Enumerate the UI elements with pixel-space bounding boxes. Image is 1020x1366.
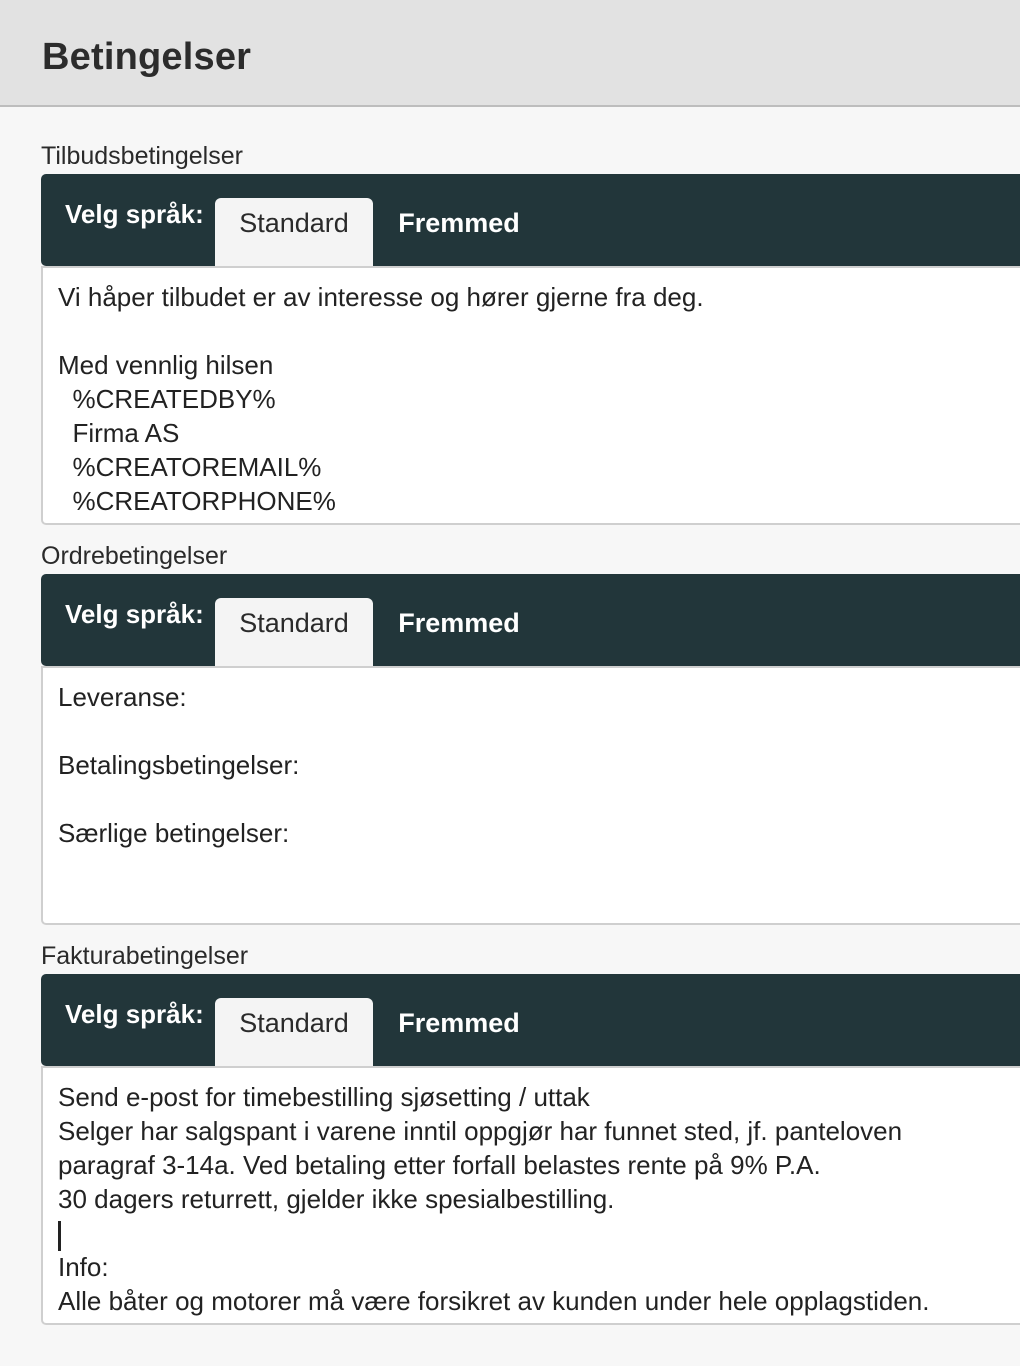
section-label: Tilbudsbetingelser (41, 142, 243, 170)
editor-line: %CREATEDBY% (58, 384, 276, 414)
language-label: Velg språk: (65, 999, 204, 1029)
page-title: Betingelser (42, 36, 252, 78)
language-bar (41, 574, 1020, 666)
editor-line (58, 782, 1020, 816)
language-bar (41, 174, 1020, 266)
tab-standard[interactable]: Standard (215, 198, 373, 266)
language-label: Velg språk: (65, 599, 204, 629)
editor-line: Send e-post for timebestilling sjøsetting / uttak (58, 1082, 590, 1112)
language-label: Velg språk: (65, 199, 204, 229)
terms-editor[interactable] (41, 266, 1020, 525)
editor-line: Alle båter og motorer må være forsikret av kunden under hele opplagstiden. (58, 1286, 930, 1316)
editor-line: %CREATORPHONE% (58, 486, 336, 516)
page-header (0, 0, 1020, 107)
editor-line: Info: (58, 1252, 109, 1282)
terms-editor[interactable] (41, 1066, 1020, 1325)
tab-standard[interactable]: Standard (215, 598, 373, 666)
section-label: Fakturabetingelser (41, 942, 249, 970)
terms-editor[interactable] (41, 666, 1020, 925)
tab-standard[interactable]: Standard (215, 998, 373, 1066)
editor-line: Vi håper tilbudet er av interesse og hører gjerne fra deg. (58, 282, 704, 312)
tab-fremmed[interactable]: Fremmed (398, 208, 520, 238)
editor-line: paragraf 3-14a. Ved betaling etter forfall belastes rente på 9% P.A. (58, 1150, 821, 1180)
editor-line: Selger har salgspant i varene inntil oppgjør har funnet sted, jf. panteloven (58, 1116, 903, 1146)
editor-line: Leveranse: (58, 682, 187, 712)
editor-line (58, 314, 1020, 348)
editor-line-caret (58, 1216, 1020, 1250)
text-caret (58, 1221, 61, 1251)
section-label: Ordrebetingelser (41, 542, 228, 570)
editor-line: Firma AS (58, 418, 180, 448)
tab-fremmed[interactable]: Fremmed (398, 1008, 520, 1038)
editor-line (58, 714, 1020, 748)
editor-line: Med vennlig hilsen (58, 350, 274, 380)
editor-line: Betalingsbetingelser: (58, 750, 300, 780)
editor-line: 30 dagers returrett, gjelder ikke spesialbestilling. (58, 1184, 615, 1214)
editor-line: Særlige betingelser: (58, 818, 290, 848)
tab-fremmed[interactable]: Fremmed (398, 608, 520, 638)
language-bar (41, 974, 1020, 1066)
editor-line: %CREATOREMAIL% (58, 452, 322, 482)
